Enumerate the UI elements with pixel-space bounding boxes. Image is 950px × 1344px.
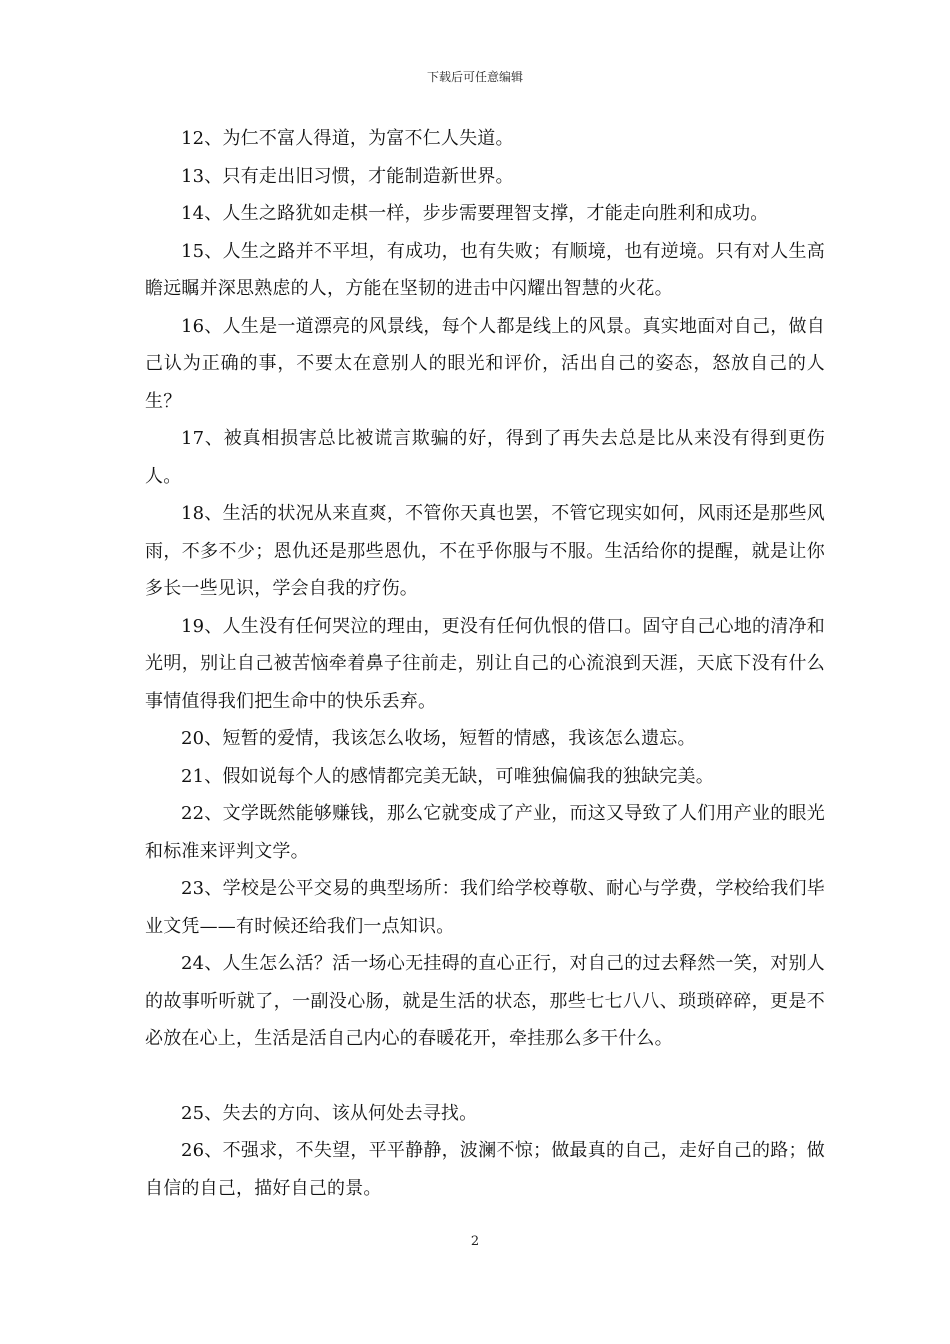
paragraph-21: 21、假如说每个人的感情都完美无缺，可唯独偏偏我的独缺完美。 — [181, 765, 714, 787]
paragraph-12: 12、为仁不富人得道，为富不仁人失道。 — [181, 128, 514, 149]
paragraph-24: 24、人生怎么活？活一场心无挂碍的直心正行，对自己的过去释然一笑，对别人的故事听听就了，一副没心肠，就是生活的状态，那些七七八八、琐琐碎碎，更是不必放在心上，生活是活自己内心的春暖花开，牵挂那么多干什么。 — [145, 953, 825, 1049]
paragraph-18: 18、生活的状况从来直爽，不管你天真也罢，不管它现实如何，风雨还是那些风雨，不多不少；恩仇还是那些恩仇，不在乎你服与不服。生活给你的提醒，就是让你多长一些见识，学会自我的疗伤。 — [145, 503, 825, 599]
paragraph-22: 22、文学既然能够赚钱，那么它就变成了产业，而这又导致了人们用产业的眼光和标准来评判文学。 — [145, 803, 825, 862]
paragraph-17: 17、被真相损害总比被谎言欺骗的好，得到了再失去总是比从来没有得到更伤人。 — [145, 428, 825, 487]
page-header: 下载后可任意编辑 — [426, 70, 523, 84]
paragraph-19: 19、人生没有任何哭泣的理由，更没有任何仇恨的借口。固守自己心地的清净和光明，别让自己被苦恼牵着鼻子往前走，别让自己的心流浪到天涯，天底下没有什么事情值得我们把生命中的快乐丢弃。 — [145, 615, 825, 712]
paragraph-14: 14、人生之路犹如走棋一样，步步需要理智支撑，才能走向胜利和成功。 — [181, 203, 769, 224]
paragraph-16: 16、人生是一道漂亮的风景线，每个人都是线上的风景。真实地面对自己，做自己认为正确的事，不要太在意别人的眼光和评价，活出自己的姿态，怒放自己的人生？ — [145, 315, 825, 412]
page-number: 2 — [470, 1234, 480, 1249]
paragraph-26: 26、不强求，不失望，平平静静，波澜不惊；做最真的自己，走好自己的路；做自信的自己，描好自己的景。 — [145, 1140, 825, 1199]
paragraph-23: 23、学校是公平交易的典型场所：我们给学校尊敬、耐心与学费，学校给我们毕业文凭——有时候还给我们一点知识。 — [145, 878, 825, 937]
body-text — [145, 120, 825, 1207]
paragraph-13: 13、只有走出旧习惯，才能制造新世界。 — [181, 165, 514, 187]
paragraph-15: 15、人生之路并不平坦，有成功，也有失败；有顺境，也有逆境。只有对人生高瞻远瞩并深思熟虑的人，方能在坚韧的进击中闪耀出智慧的火花。 — [145, 240, 825, 299]
paragraph-25: 25、失去的方向、该从何处去寻找。 — [181, 1102, 478, 1124]
paragraph-20: 20、短暂的爱情，我该怎么收场，短暂的情感，我该怎么遗忘。 — [181, 728, 696, 749]
